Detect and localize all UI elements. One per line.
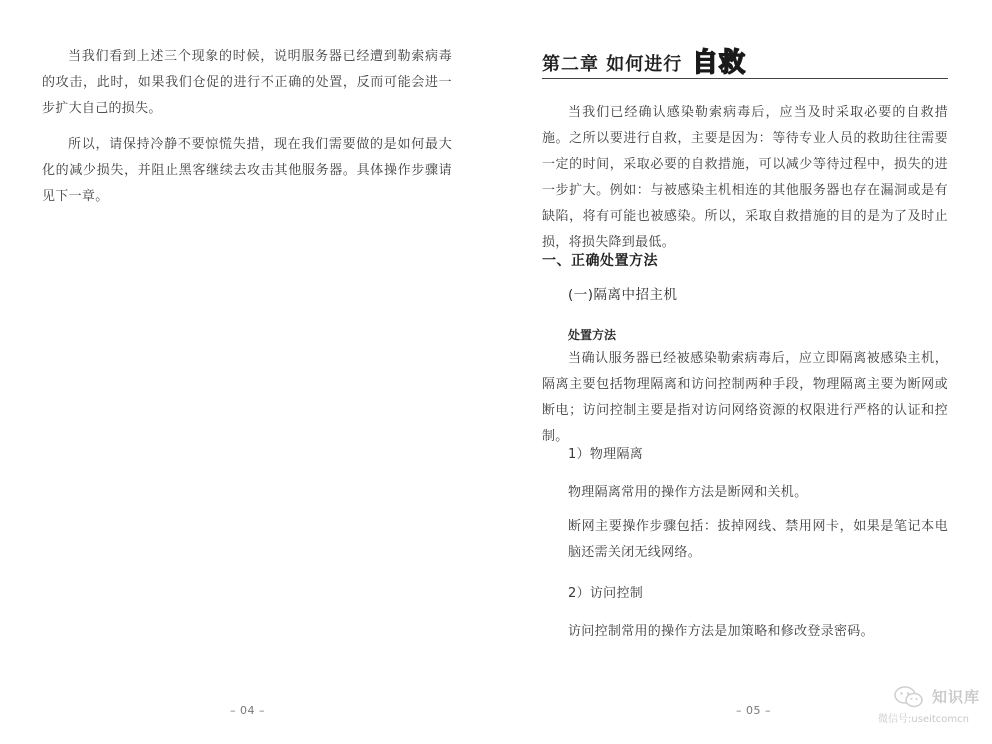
paragraph-1: 当我们看到上述三个现象的时候，说明服务器已经遭到勒索病毒的攻击，此时，如果我们仓促的进行不正确的处置，反而可能会进一步扩大自己的损失。 — [42, 49, 452, 116]
intro-paragraph: 当我们已经确认感染勒索病毒后，应当及时采取必要的自救措施。之所以要进行自救，主要是因为：等待专业人员的救助往往需要一定的时间，采取必要的自救措施，可以减少等待过程中，损失的进一步扩大。例如：与被感染主机相连的其他服务器也存在漏洞或是有缺陷，将有可能也被感染。所以，采取自救措施的目的是为了及时止损，将损失降到最低。 — [542, 105, 948, 250]
item-physical-isolation-text: 物理隔离常用的操作方法是断网和关机。 — [568, 485, 808, 500]
chapter-heading — [542, 42, 948, 79]
watermark-brand: 知识库 — [932, 688, 981, 706]
watermark-sub: 微信号:useitcomcn — [878, 714, 969, 725]
watermark — [878, 684, 990, 728]
wechat-icon — [894, 686, 924, 708]
chapter-title: 第二章 如何进行 — [542, 54, 683, 75]
page-number: – 04 – — [230, 704, 265, 717]
item-access-control-text: 访问控制常用的操作方法是加策略和修改登录密码。 — [568, 624, 874, 639]
right-page — [496, 0, 992, 744]
page-number: – 05 – — [736, 704, 771, 717]
paragraph-2: 所以，请保持冷静不要惊慌失措，现在我们需要做的是如何最大化的减少损失，并阻止黑客继续去攻击其他服务器。具体操作步骤请见下一章。 — [42, 137, 452, 204]
item-physical-isolation-steps: 断网主要操作步骤包括：拔掉网线、禁用网卡，如果是笔记本电脑还需关闭无线网络。 — [568, 519, 948, 560]
item-physical-isolation-title: 1）物理隔离 — [568, 447, 644, 462]
item-access-control-title: 2）访问控制 — [568, 586, 644, 601]
subsubsection-title: 处置方法 — [568, 328, 617, 342]
chapter-title-decorative: 自救 — [692, 48, 747, 78]
subsection-title: (一)隔离中招主机 — [568, 287, 678, 303]
section-title: 一、正确处置方法 — [542, 253, 658, 269]
method-paragraph: 当确认服务器已经被感染勒索病毒后，应立即隔离被感染主机，隔离主要包括物理隔离和访问控制两种手段，物理隔离主要为断网或断电；访问控制主要是指对访问网络资源的权限进行严格的认证和控制。 — [542, 351, 948, 444]
